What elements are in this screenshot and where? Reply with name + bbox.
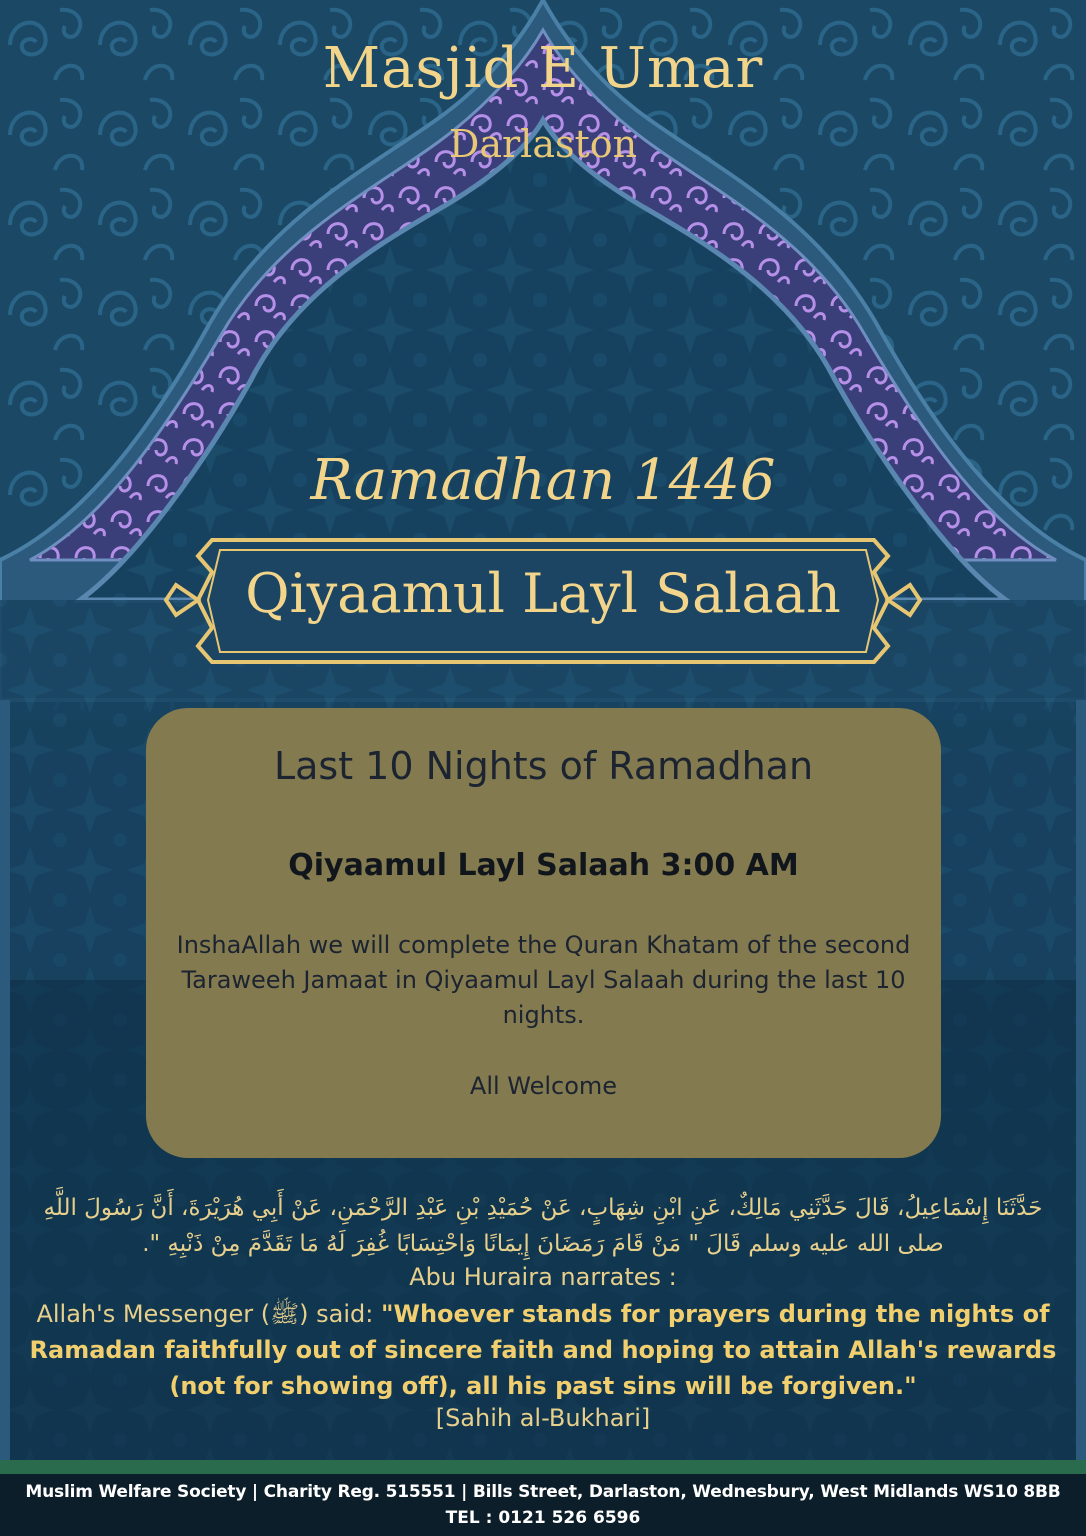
- hadith-intro: Allah's Messenger (ﷺ) said:: [36, 1300, 381, 1328]
- card-heading: Last 10 Nights of Ramadhan: [273, 744, 814, 788]
- welcome-text: All Welcome: [469, 1072, 618, 1100]
- hadith-source: [Sahih al-Bukhari]: [435, 1404, 651, 1432]
- prayer-time: Qiyaamul Layl Salaah 3:00 AM: [288, 848, 799, 883]
- hadith-arabic: حَدَّثَنَا إِسْمَاعِيلُ، قَالَ حَدَّثَنِي مَالِكٌ، عَنِ ابْنِ شِهَابٍ، عَنْ حُمَيْدِ بْنِ عَبْدِ الرَّحْمَنِ، عَنْ أَبِي هُرَيْرَةَ، أَنَّ رَسُولَ اللَّهِ صلى الله عليه وسلم قَالَ " مَنْ قَامَ رَمَضَانَ إِيمَانًا وَاحْتِسَابًا غُفِرَ لَهُ مَا تَقَدَّمَ مِنْ ذَنْبِهِ ".: [43, 1195, 1043, 1257]
- card-description: InshaAllah we will complete the Quran Khatam of the second Taraweeh Jamaat in Qiyaamul Layl Salaah during the last 10 nights.: [176, 931, 911, 1029]
- season-title: Ramadhan 1446: [310, 448, 776, 513]
- hadith-narrator: Abu Huraira narrates :: [409, 1263, 677, 1291]
- info-card: [146, 708, 941, 1158]
- hadith-english: [14, 1296, 1072, 1404]
- footer-address: Muslim Welfare Society | Charity Reg. 515551 | Bills Street, Darlaston, Wednesbury, West Midlands WS10 8BB: [25, 1482, 1061, 1502]
- footer: [0, 1474, 1086, 1536]
- footer-divider: [0, 1460, 1086, 1474]
- footer-phone: TEL : 0121 526 6596: [445, 1508, 641, 1528]
- hadith-quote: "Whoever stands for prayers during the nights of Ramadan faithfully out of sincere faith and hoping to attain Allah's rewards (not for showing off), all his past sins will be forgiven.": [29, 1300, 1057, 1400]
- banner-title: Qiyaamul Layl Salaah: [245, 562, 841, 625]
- mosque-location: Darlaston: [448, 122, 638, 166]
- mosque-name: Masjid E Umar: [322, 36, 764, 101]
